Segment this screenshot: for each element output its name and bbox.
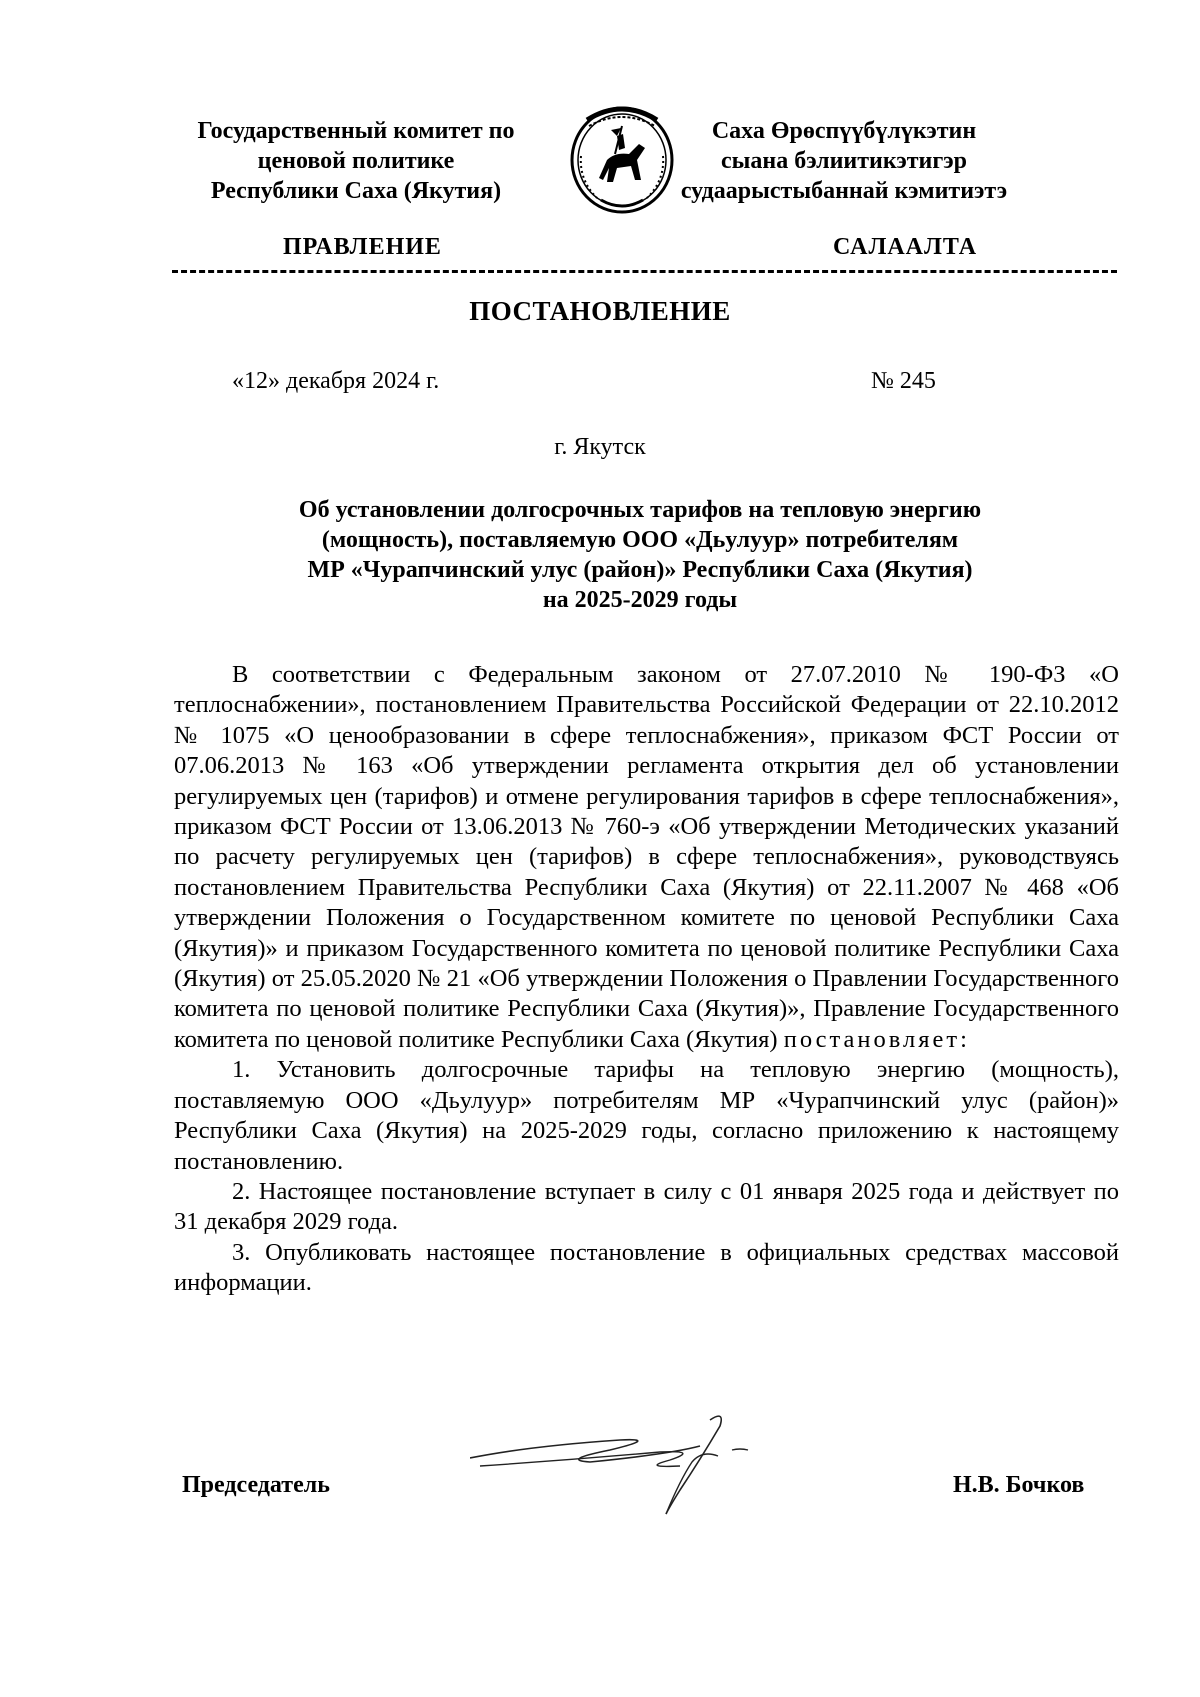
- document-title: [160, 495, 1120, 615]
- header-right-line: судаарыстыбаннай кэмитиэтэ: [680, 178, 1008, 204]
- signatory-role: Председатель: [182, 1472, 330, 1498]
- title-line: МР «Чурапчинский улус (район)» Республики Саха (Якутия): [307, 557, 973, 583]
- header-left-ru: [166, 116, 546, 206]
- document-date: «12» декабря 2024 г.: [232, 368, 440, 394]
- header-left-line: Государственный комитет по: [197, 118, 515, 144]
- header-divider: [172, 270, 1117, 273]
- board-label-sakha: САЛААЛТА: [833, 234, 978, 260]
- document-type: ПОСТАНОВЛЕНИЕ: [469, 296, 731, 326]
- title-line: на 2025-2029 годы: [542, 587, 738, 613]
- signature-scribble: [470, 1410, 790, 1520]
- item-paragraph: 2. Настоящее постановление вступает в силу с 01 января 2025 года и действует по 31 декабря 2029 года.: [174, 1177, 1119, 1236]
- document-number: № 245: [871, 368, 936, 394]
- document-body: [174, 660, 1119, 1299]
- header-left-line: ценовой политике: [257, 148, 455, 174]
- header-right-line: сыана бэлиитикэтигэр: [720, 148, 967, 174]
- resolves-word: постановляет:: [783, 1025, 970, 1053]
- preamble-text: В соответствии с Федеральным законом от 27.07.2010 № 190-ФЗ «О теплоснабжении», постановлением Правительства Российской Федерации от 22.10.2012 № 1075 «О ценообразовании в сфере теплоснабжения», приказом ФСТ России от 07.06.2013 № 163 «Об утверждении регламента открытия дел об установлении регулируемых цен (тарифов) и отмене регулирования тарифов в сфере теплоснабжения», приказом ФСТ России от 13.06.2013 № 760-э «Об утверждении Методических указаний по расчету регулируемых цен (тарифов) в сфере теплоснабжения», руководствуясь постановлением Правительства Республики Саха (Якутия) от 22.11.2007 № 468 «Об утверждении Положения о Государственном комитете по ценовой Республики Саха (Якутия)» и приказом Государственного комитета по ценовой политике Республики Саха (Якутия) от 25.05.2020 № 21 «Об утверждении Положения о Правлении Государственного комитета по ценовой политике Республики Саха (Якутия)», Правление Государственного комитета по ценовой политике Республики Саха (Якутия): [174, 661, 1119, 1053]
- header-left-line: Республики Саха (Якутия): [210, 178, 502, 204]
- preamble-paragraph: [174, 660, 1119, 1055]
- board-label-ru: ПРАВЛЕНИЕ: [283, 234, 442, 260]
- title-line: (мощность), поставляемую ООО «Дьулуур» потребителям: [321, 527, 959, 553]
- item-paragraph: 3. Опубликовать настоящее постановление в официальных средствах массовой информации.: [174, 1238, 1119, 1297]
- header-right-line: Саха Өрөспүүбүлүкэтин: [711, 118, 977, 144]
- signatory-name: Н.В. Бочков: [953, 1472, 1085, 1498]
- header-right-sakha: [654, 116, 1034, 206]
- item-paragraph: 1. Установить долгосрочные тарифы на тепловую энергию (мощность), поставляемую ООО «Дьулуур» потребителям МР «Чурапчинский улус (район)» Республики Саха (Якутия) на 2025-2029 годы, согласно приложению к настоящему постановлению.: [174, 1056, 1119, 1175]
- document-city: г. Якутск: [554, 434, 646, 460]
- title-line: Об установлении долгосрочных тарифов на тепловую энергию: [298, 497, 982, 523]
